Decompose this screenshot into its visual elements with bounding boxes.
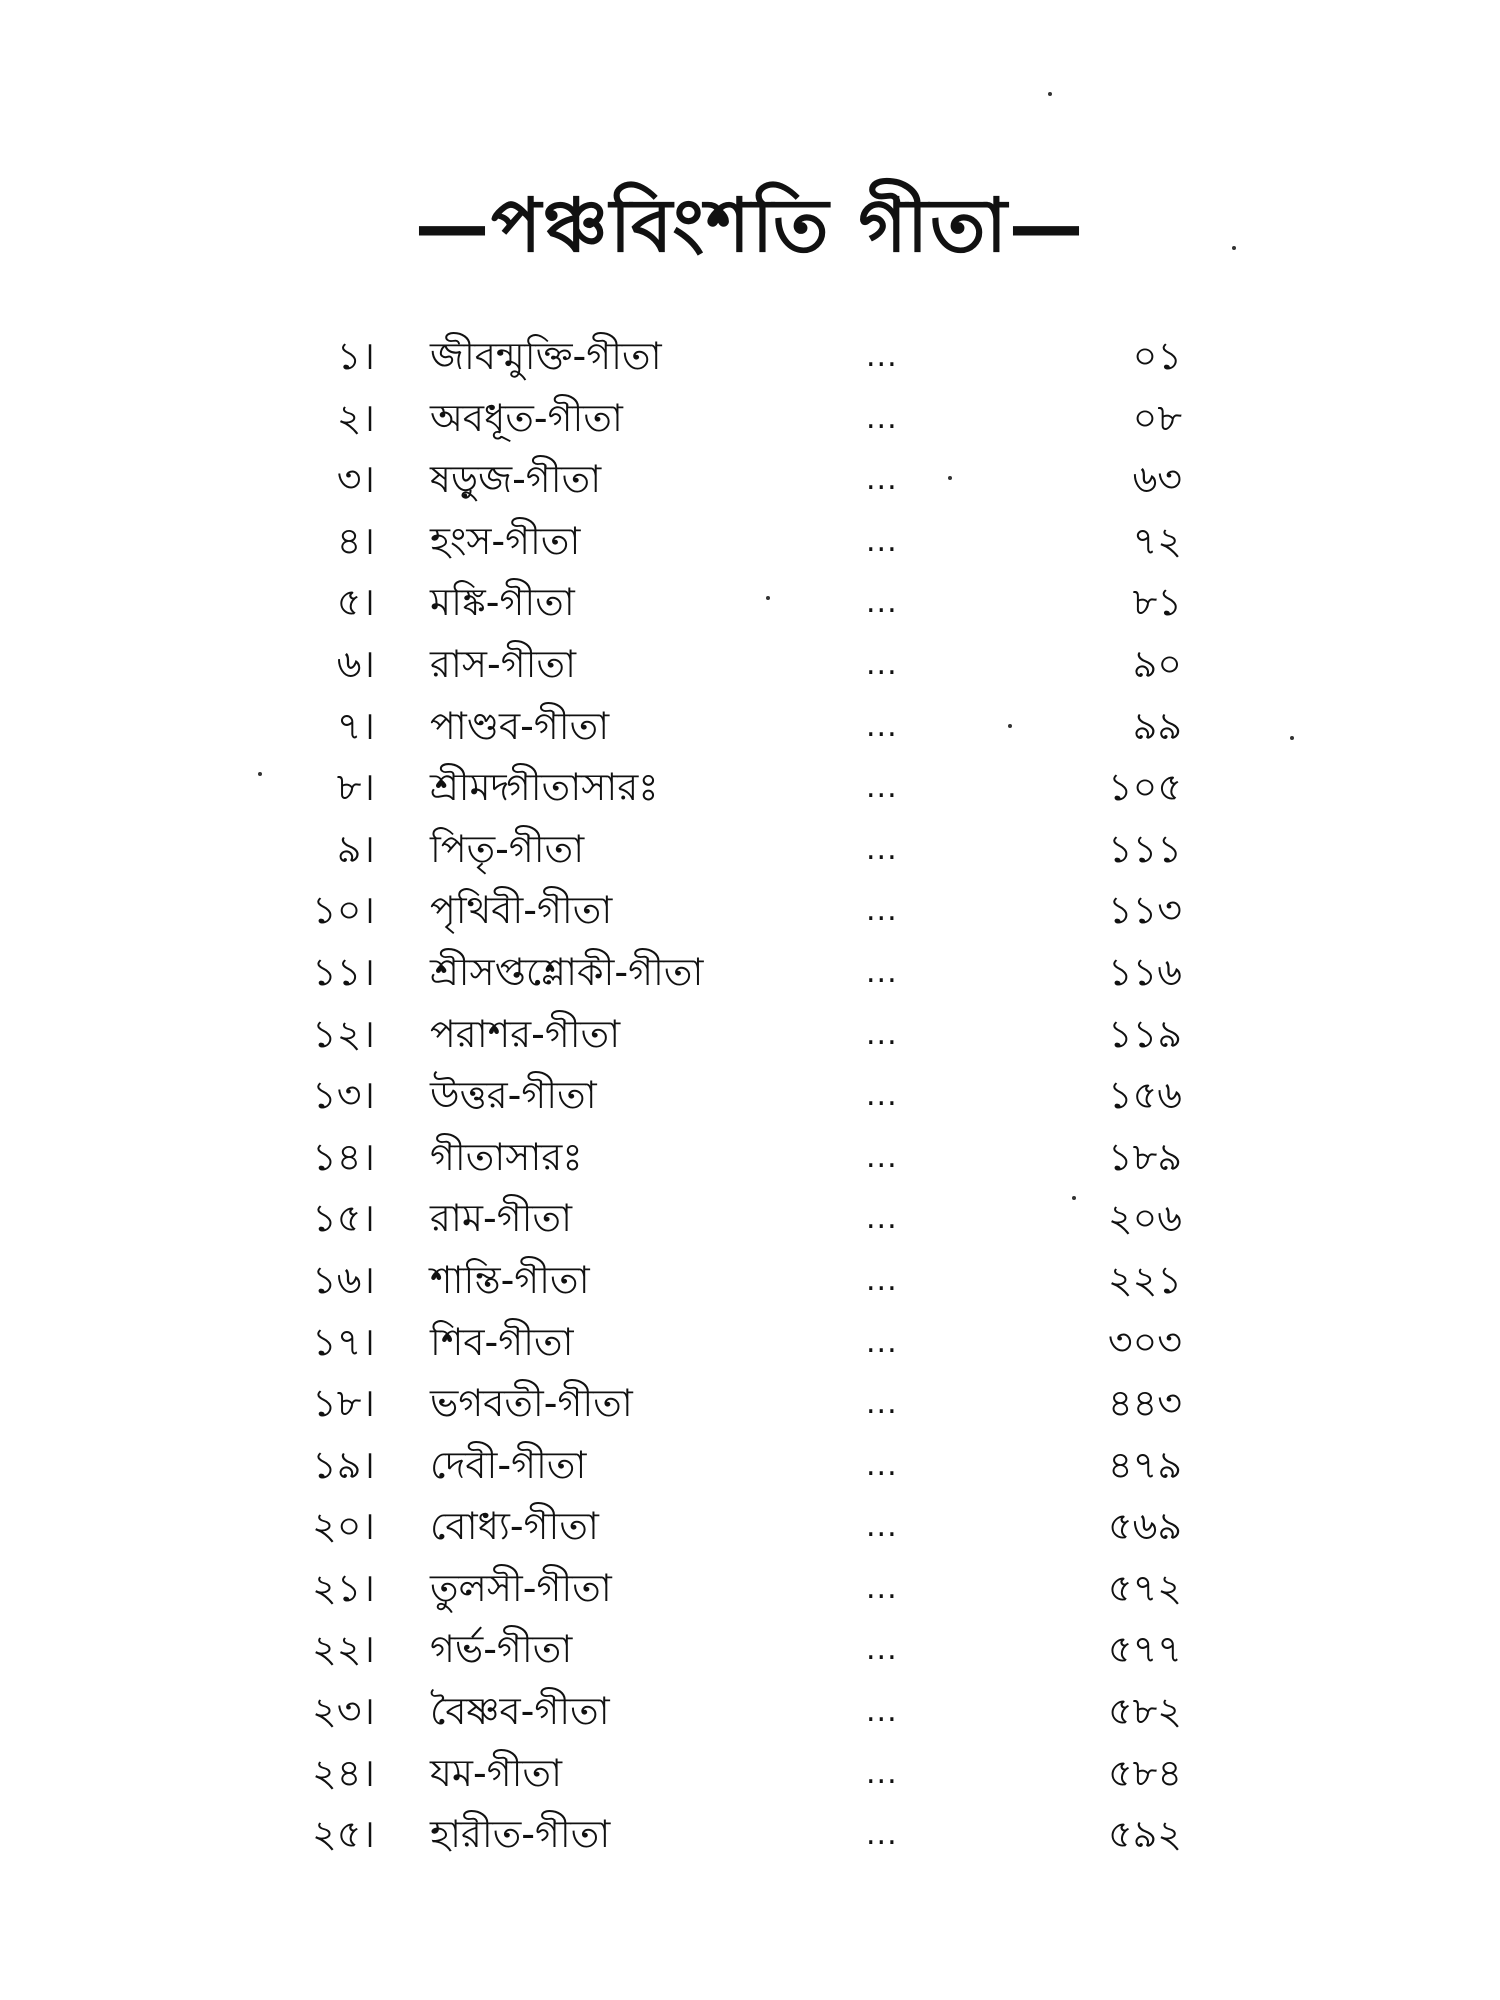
toc-entry — [0, 880, 1500, 942]
entry-title: গর্ভ-গীতা — [430, 1627, 573, 1672]
entry-page-number: ৫৬৯ — [1107, 1504, 1182, 1549]
toc-entry — [0, 634, 1500, 696]
leader-dots: ... — [866, 831, 898, 867]
scan-speck — [948, 476, 952, 480]
leader-dots: ... — [866, 585, 898, 621]
entry-number: ২০। — [311, 1504, 375, 1549]
entry-page-number: ১১১ — [1108, 826, 1182, 871]
entry-title: দেবী-গীতা — [430, 1442, 587, 1487]
entry-title: পরাশর-গীতা — [430, 1011, 621, 1056]
entry-title: শ্রীমদ্গীতাসারঃ — [430, 765, 659, 810]
entry-title: শান্তি-গীতা — [430, 1257, 590, 1302]
toc-entry — [0, 1804, 1500, 1866]
entry-number: ৪। — [336, 518, 375, 563]
entry-number: ৯। — [336, 826, 375, 871]
entry-title: ভগবতী-গীতা — [430, 1381, 633, 1426]
entry-title: হারীত-গীতা — [430, 1812, 611, 1857]
toc-entry — [0, 1496, 1500, 1558]
entry-title: জীবন্মুক্তি-গীতা — [430, 334, 662, 378]
entry-page-number: ৭২ — [1132, 518, 1182, 563]
leader-dots: ... — [866, 1324, 898, 1360]
toc-entry — [0, 1681, 1500, 1743]
leader-dots: ... — [866, 1201, 898, 1237]
entry-number: ১৯। — [312, 1442, 375, 1487]
toc-entry — [0, 1435, 1500, 1497]
entry-title: ষড়ুজ-গীতা — [430, 457, 602, 502]
toc-entry — [0, 1312, 1500, 1374]
toc-entry — [0, 1743, 1500, 1805]
toc-entry — [0, 757, 1500, 819]
entry-number: ১৭। — [312, 1319, 375, 1364]
entry-page-number: ১১৩ — [1107, 888, 1182, 933]
toc-entry — [0, 388, 1500, 450]
entry-page-number: ০১ — [1132, 334, 1182, 378]
entry-page-number: ০৮ — [1132, 395, 1182, 440]
entry-title: শিব-গীতা — [430, 1319, 574, 1364]
entry-title: পাণ্ডব-গীতা — [430, 703, 610, 748]
entry-title: শ্রীসপ্তশ্লোকী-গীতা — [430, 949, 704, 994]
toc-entry — [0, 942, 1500, 1004]
leader-dots: ... — [866, 1386, 898, 1422]
entry-page-number: ৬৩ — [1132, 457, 1182, 502]
page-title: —পঞ্চবিংশতি গীতা— — [415, 183, 1085, 269]
entry-number: ২৪। — [312, 1750, 375, 1795]
entry-page-number: ২২১ — [1107, 1257, 1182, 1302]
toc-entry — [0, 1127, 1500, 1189]
entry-title: গীতাসারঃ — [430, 1134, 583, 1179]
scan-speck — [1072, 1196, 1076, 1200]
entry-title: পিতৃ-গীতা — [430, 826, 585, 871]
toc-entry — [0, 1373, 1500, 1435]
entry-title: উত্তর-গীতা — [430, 1073, 597, 1118]
toc-entry — [0, 1065, 1500, 1127]
entry-page-number: ৫৯২ — [1107, 1812, 1182, 1857]
entry-number: ১০। — [312, 888, 375, 933]
entry-title: তুলসী-গীতা — [430, 1565, 612, 1610]
entry-number: ১৬। — [312, 1257, 375, 1302]
entry-page-number: ৫৮৪ — [1108, 1750, 1182, 1795]
entry-title: রাস-গীতা — [430, 641, 577, 686]
entry-title: অবধূত-গীতা — [430, 395, 623, 440]
leader-dots: ... — [866, 1447, 898, 1483]
entry-title: পৃথিবী-গীতা — [430, 888, 613, 933]
entry-number: ৭। — [336, 703, 375, 748]
toc-entry — [0, 1250, 1500, 1312]
leader-dots: ... — [866, 1817, 898, 1853]
entry-page-number: ২০৬ — [1107, 1196, 1182, 1241]
entry-page-number: ১৮৯ — [1108, 1134, 1182, 1179]
leader-dots: ... — [866, 400, 898, 436]
entry-page-number: ৪৭৯ — [1107, 1442, 1182, 1487]
entry-number: ২। — [336, 395, 375, 440]
entry-page-number: ৪৪৩ — [1107, 1381, 1182, 1426]
entry-title: বৈষ্ণব-গীতা — [430, 1689, 610, 1734]
entry-title: যম-গীতা — [430, 1750, 563, 1795]
entry-page-number: ১১৯ — [1108, 1011, 1182, 1056]
toc-entry — [0, 449, 1500, 511]
leader-dots: ... — [866, 893, 898, 929]
toc-entry — [0, 572, 1500, 634]
leader-dots: ... — [866, 1078, 898, 1114]
leader-dots: ... — [866, 1694, 898, 1730]
entry-page-number: ৫৮২ — [1107, 1689, 1182, 1734]
scan-speck — [766, 596, 770, 600]
entry-number: ৮। — [336, 765, 375, 810]
entry-page-number: ৫৭২ — [1107, 1565, 1182, 1610]
entry-number: ১১। — [312, 949, 375, 994]
leader-dots: ... — [866, 708, 898, 744]
entry-number: ১২। — [312, 1011, 375, 1056]
entry-number: ৩। — [336, 457, 375, 502]
toc-entry — [0, 819, 1500, 881]
scan-speck — [1048, 92, 1052, 96]
entry-page-number: ৯৯ — [1132, 703, 1182, 748]
leader-dots: ... — [866, 523, 898, 559]
leader-dots: ... — [866, 1570, 898, 1606]
leader-dots: ... — [866, 462, 898, 498]
toc-entry — [0, 1558, 1500, 1620]
entry-title: বোধ্য-গীতা — [430, 1504, 599, 1549]
entry-page-number: ১১৬ — [1107, 949, 1182, 994]
entry-number: ১। — [336, 334, 375, 378]
scan-speck — [1290, 736, 1294, 740]
entry-page-number: ৩০৩ — [1107, 1319, 1182, 1364]
entry-title: রাম-গীতা — [430, 1196, 573, 1241]
entry-number: ১৪। — [312, 1134, 375, 1179]
toc-entry — [0, 1619, 1500, 1681]
scan-speck — [1008, 724, 1012, 728]
leader-dots: ... — [866, 1262, 898, 1298]
leader-dots: ... — [866, 646, 898, 682]
entry-page-number: ৫৭৭ — [1107, 1627, 1182, 1672]
leader-dots: ... — [866, 1509, 898, 1545]
toc-entry — [0, 326, 1500, 388]
entry-page-number: ১০৫ — [1107, 765, 1182, 810]
scan-speck — [258, 772, 262, 776]
entry-number: ১৩। — [312, 1073, 375, 1118]
entry-number: ১৮। — [312, 1381, 375, 1426]
entry-page-number: ১৫৬ — [1107, 1073, 1182, 1118]
leader-dots: ... — [866, 1139, 898, 1175]
toc-entry — [0, 1004, 1500, 1066]
leader-dots: ... — [866, 339, 898, 374]
leader-dots: ... — [866, 954, 898, 990]
toc-entry — [0, 696, 1500, 758]
scan-speck — [1232, 246, 1236, 250]
entry-number: ৬। — [336, 641, 375, 686]
entry-title: মঙ্কি-গীতা — [430, 580, 575, 625]
entry-title: হংস-গীতা — [430, 518, 581, 563]
entry-number: ২১। — [312, 1565, 375, 1610]
entry-page-number: ৮১ — [1132, 580, 1182, 625]
leader-dots: ... — [866, 770, 898, 806]
entry-number: ২৩। — [311, 1689, 375, 1734]
entry-number: ১৫। — [312, 1196, 375, 1241]
table-of-contents — [0, 326, 1500, 1866]
leader-dots: ... — [866, 1016, 898, 1052]
entry-number: ২২। — [311, 1627, 375, 1672]
entry-number: ২৫। — [312, 1812, 375, 1857]
entry-number: ৫। — [336, 580, 375, 625]
leader-dots: ... — [866, 1632, 898, 1668]
leader-dots: ... — [866, 1755, 898, 1791]
toc-entry — [0, 1188, 1500, 1250]
toc-entry — [0, 511, 1500, 573]
entry-page-number: ৯০ — [1132, 641, 1182, 686]
